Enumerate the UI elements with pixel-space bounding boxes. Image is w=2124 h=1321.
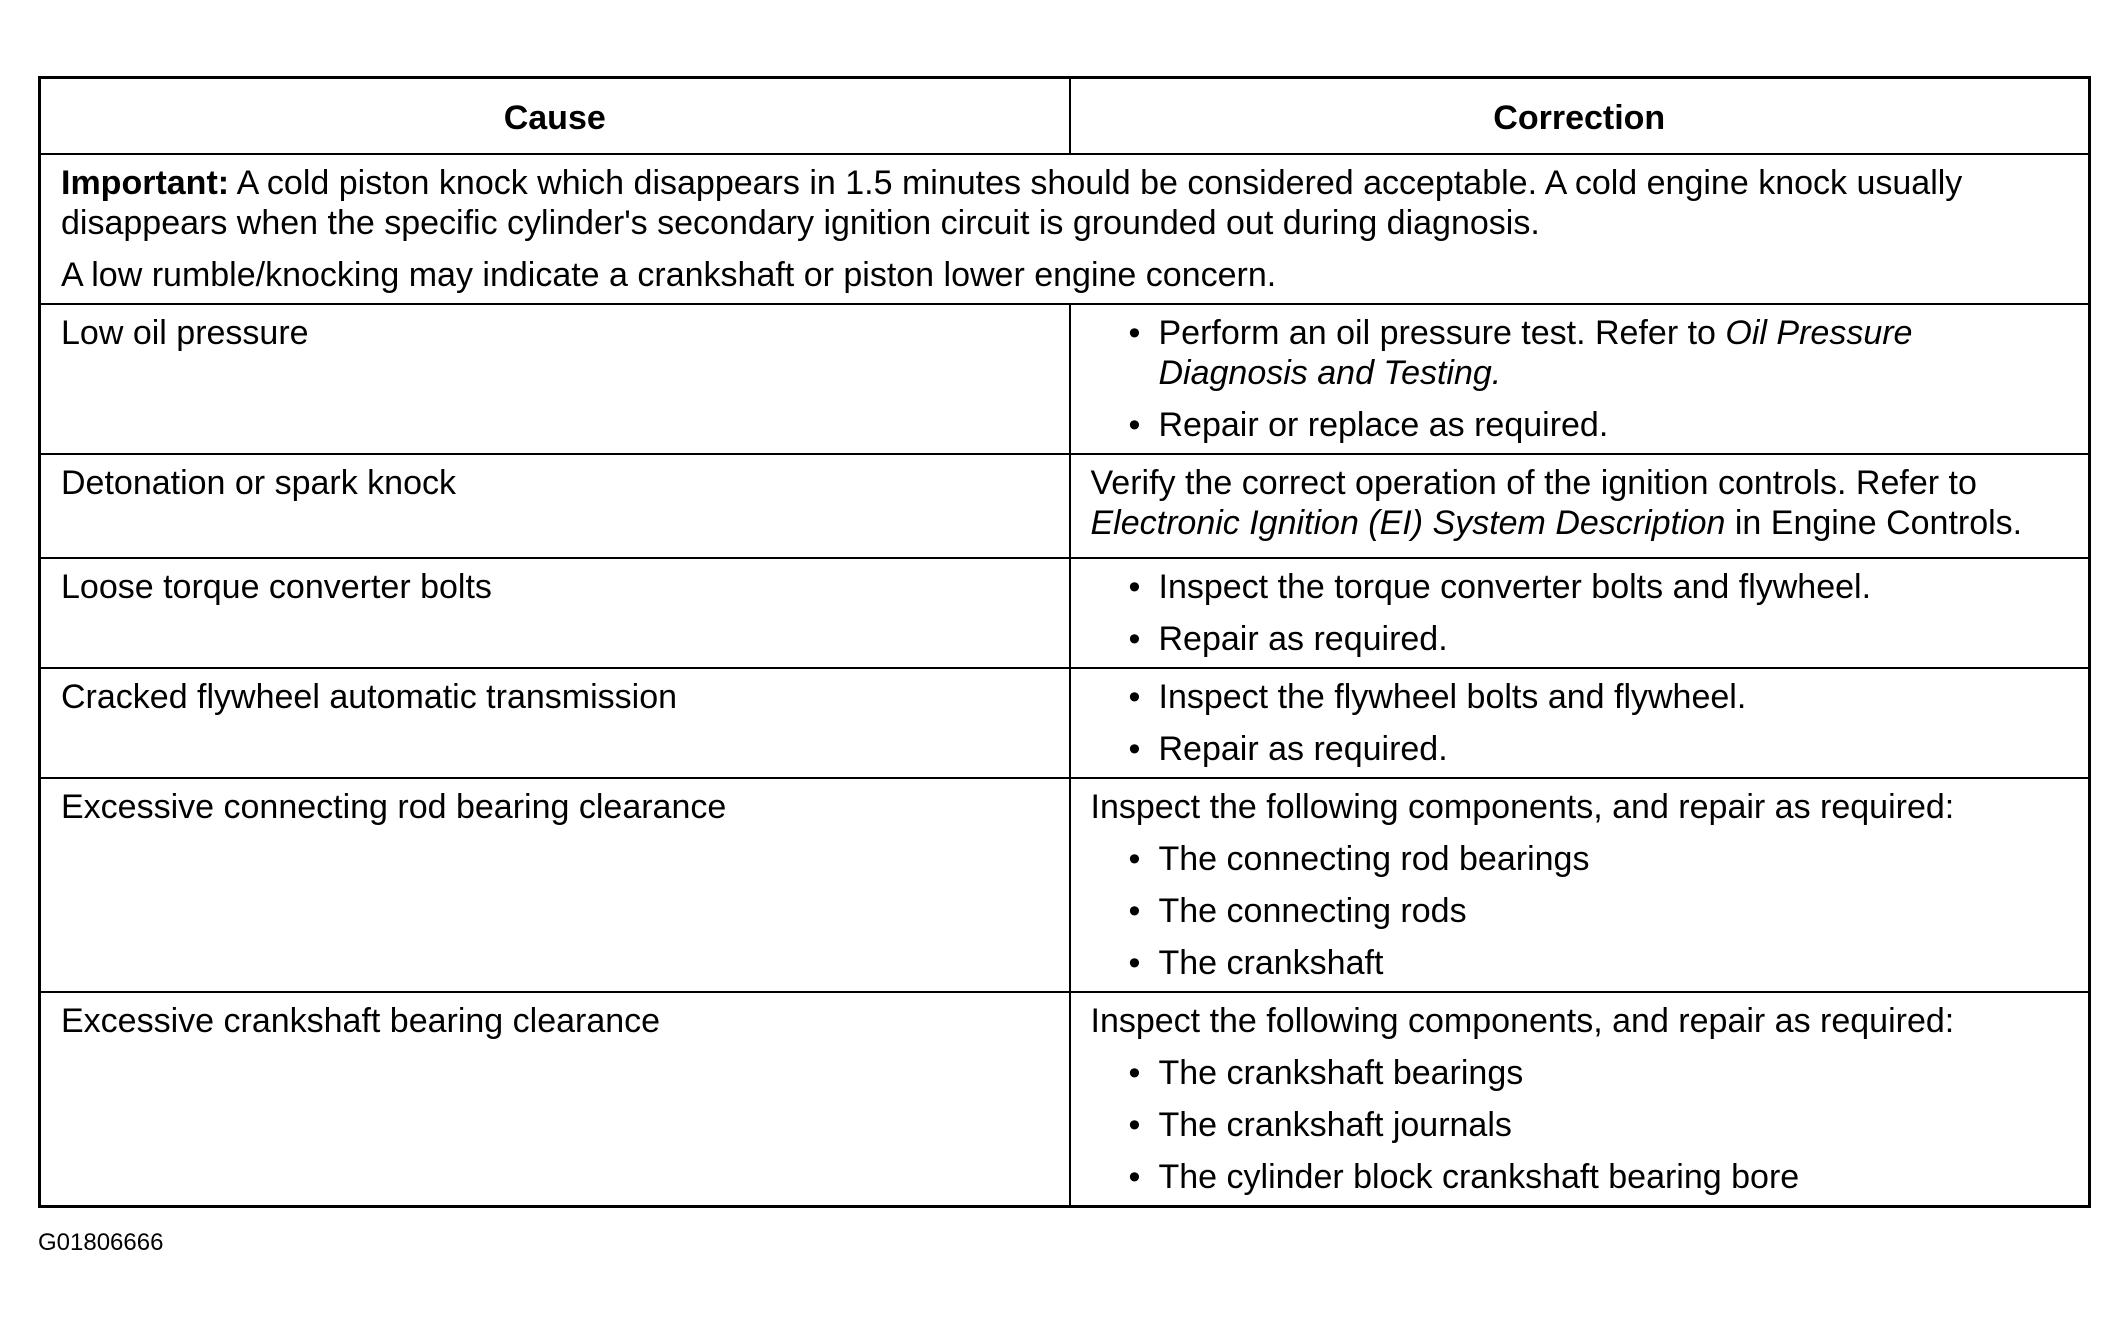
correction-list <box>1091 1053 2071 1197</box>
reference-link-text: Oil Pressure Diagnosis and Testing. <box>1158 314 1913 392</box>
correction-text-end: in Engine Controls. <box>1725 504 2023 542</box>
cause-header: Cause <box>40 78 1070 155</box>
list-item: • The crankshaft <box>1133 943 2071 983</box>
cause-cell: Excessive crankshaft bearing clearance <box>40 992 1070 1207</box>
important-paragraph-2: A low rumble/knocking may indicate a crankshaft or piston lower engine concern. <box>61 256 1277 294</box>
list-item: • The cylinder block crankshaft bearing bore <box>1133 1157 2071 1197</box>
table-row <box>40 558 2090 668</box>
list-item: • Repair as required. <box>1133 619 2071 659</box>
list-item <box>1133 313 2071 393</box>
correction-cell <box>1070 304 2090 454</box>
cause-cell: Low oil pressure <box>40 304 1070 454</box>
list-item: • Inspect the flywheel bolts and flywheel. <box>1133 677 2071 717</box>
table-row <box>40 304 2090 454</box>
correction-intro: Inspect the following components, and repair as required: <box>1090 788 1955 826</box>
table-row <box>40 778 2090 992</box>
list-item: • The crankshaft bearings <box>1133 1053 2071 1093</box>
list-item: • Repair as required. <box>1133 729 2071 769</box>
bullet-text: Perform an oil pressure test. Refer to <box>1158 314 1726 352</box>
cause-cell: Cracked flywheel automatic transmission <box>40 668 1070 778</box>
reference-link-text: Electronic Ignition (EI) System Description <box>1090 504 1726 542</box>
correction-list <box>1091 313 2071 445</box>
correction-list <box>1091 677 2071 769</box>
correction-list <box>1091 567 2071 659</box>
correction-cell <box>1070 454 2090 558</box>
table-row <box>40 992 2090 1207</box>
important-note <box>40 154 2090 304</box>
list-item: • The connecting rods <box>1133 891 2071 931</box>
list-item: • The crankshaft journals <box>1133 1105 2071 1145</box>
correction-header: Correction <box>1070 78 2090 155</box>
list-item: • The connecting rod bearings <box>1133 839 2071 879</box>
correction-cell <box>1070 992 2090 1207</box>
correction-intro: Inspect the following components, and repair as required: <box>1090 1002 1955 1040</box>
table-row <box>40 668 2090 778</box>
correction-list <box>1091 839 2071 983</box>
diagnosis-table <box>38 76 2091 1208</box>
important-text-1: A cold piston knock which disappears in 1.5 minutes should be considered acceptable. A cold engine knock usually disappears when the specific cylinder's secondary ignition circuit is grounded out during diagnosis. <box>61 164 1963 242</box>
correction-cell <box>1070 778 2090 992</box>
list-item: • Repair or replace as required. <box>1133 405 2071 445</box>
correction-cell <box>1070 558 2090 668</box>
cause-cell: Detonation or spark knock <box>40 454 1070 558</box>
correction-cell <box>1070 668 2090 778</box>
cause-cell: Loose torque converter bolts <box>40 558 1070 668</box>
important-row <box>40 154 2090 304</box>
important-paragraph-1 <box>61 163 2070 243</box>
header-row <box>40 78 2090 155</box>
table-row <box>40 454 2090 558</box>
cause-cell: Excessive connecting rod bearing clearance <box>40 778 1070 992</box>
figure-id: G01806666 <box>38 1229 164 1256</box>
important-label: Important: <box>61 164 230 202</box>
correction-text: Verify the correct operation of the ignition controls. Refer to <box>1090 464 1977 502</box>
list-item: • Inspect the torque converter bolts and flywheel. <box>1133 567 2071 607</box>
